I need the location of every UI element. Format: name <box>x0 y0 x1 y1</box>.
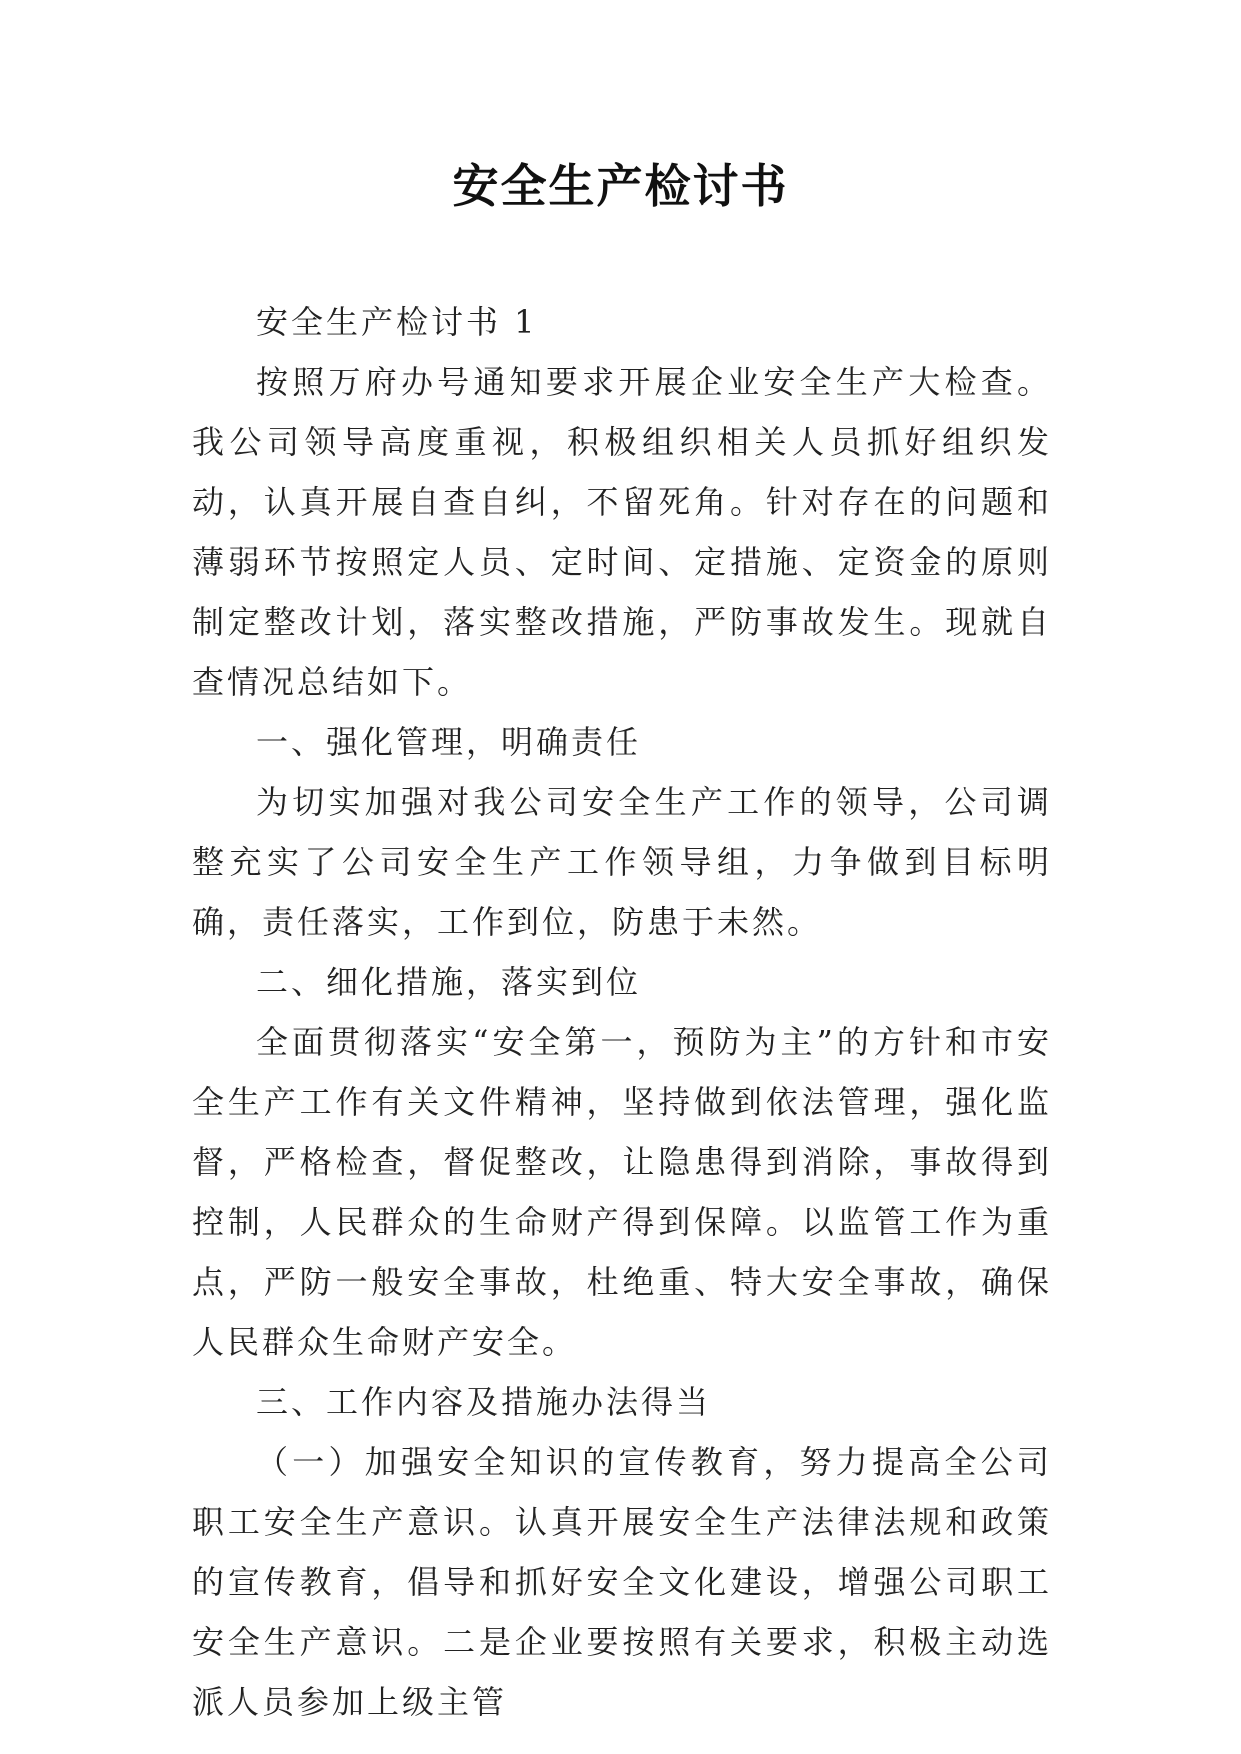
paragraph: 为切实加强对我公司安全生产工作的领导，公司调整充实了公司安全生产工作领导组，力争做到目标明确，责任落实，工作到位，防患于未然。 <box>192 783 1052 941</box>
section-heading: 安全生产检讨书 1 <box>256 303 538 341</box>
paragraph: （一）加强安全知识的宣传教育，努力提高全公司职工安全生产意识。认真开展安全生产法律法规和政策的宣传教育，倡导和抓好安全文化建设，增强公司职工安全生产意识。二是企业要按照有关要求，积极主动选派人员参加上级主管 <box>192 1443 1052 1721</box>
document-title: 安全生产检讨书 <box>452 159 789 213</box>
section-heading: 一、强化管理，明确责任 <box>256 723 642 761</box>
paragraph: 全面贯彻落实“安全第一，预防为主”的方针和市安全生产工作有关文件精神，坚持做到依法管理，强化监督，严格检查，督促整改，让隐患得到消除，事故得到控制，人民群众的生命财产得到保障。以监管工作为重点，严防一般安全事故，杜绝重、特大安全事故，确保人民群众生命财产安全。 <box>192 1023 1052 1361</box>
section-heading: 三、工作内容及措施办法得当 <box>256 1383 712 1421</box>
document-body <box>192 292 1052 1732</box>
section-heading: 二、细化措施，落实到位 <box>256 963 642 1001</box>
paragraph: 按照万府办号通知要求开展企业安全生产大检查。我公司领导高度重视，积极组织相关人员抓好组织发动，认真开展自查自纠，不留死角。针对存在的问题和薄弱环节按照定人员、定时间、定措施、定资金的原则制定整改计划，落实整改措施，严防事故发生。现就自查情况总结如下。 <box>192 363 1052 701</box>
